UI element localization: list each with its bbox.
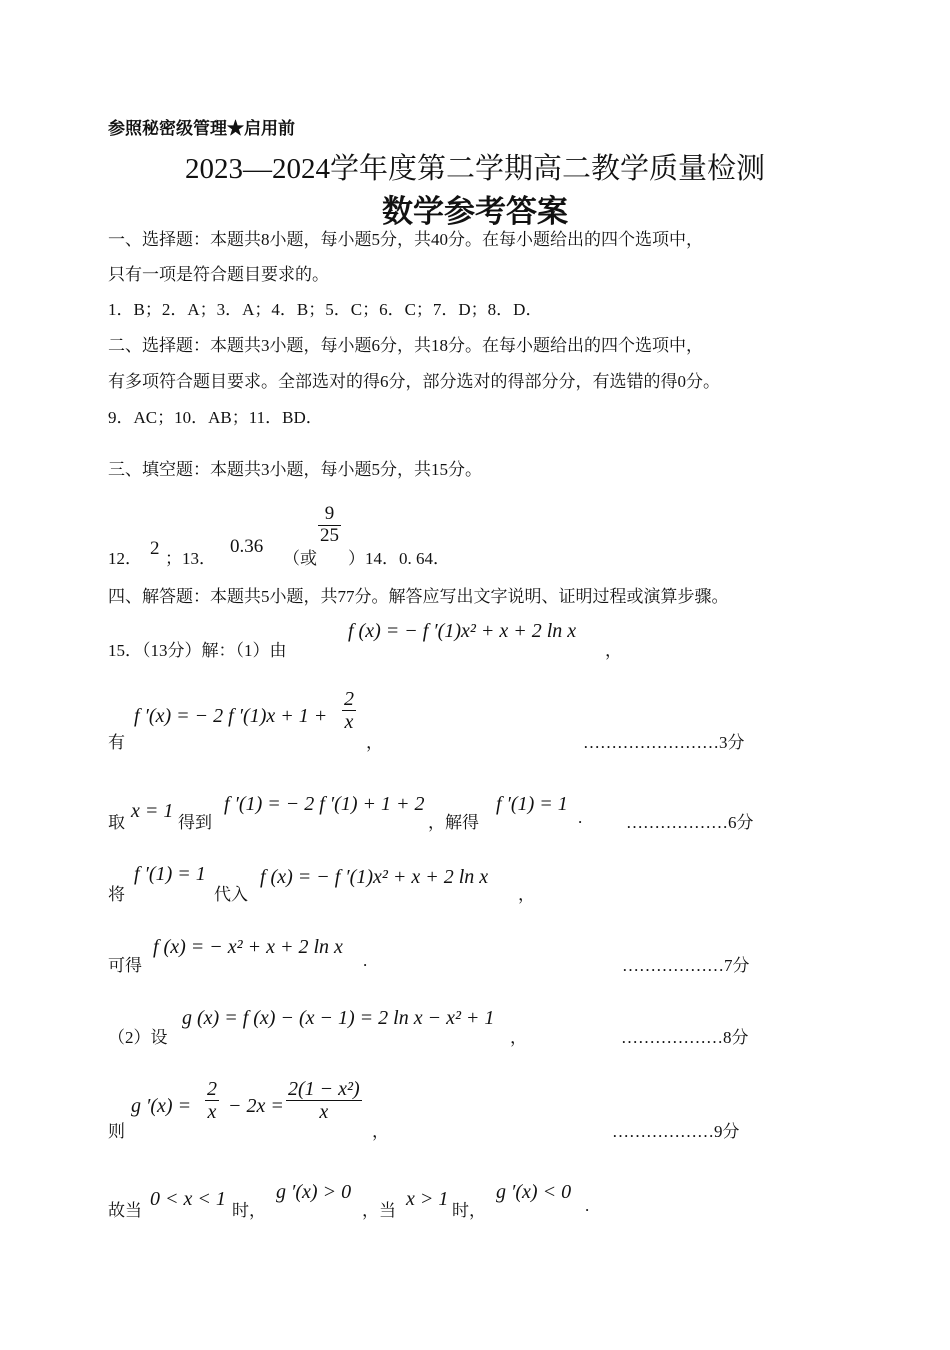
- equation-f-prime-fraction: [342, 688, 356, 733]
- q13-or: （或: [283, 549, 317, 568]
- equation-f-result: f (x) = − x² + x + 2 ln x: [153, 936, 343, 958]
- punctuation-comma: ，: [605, 641, 622, 660]
- equation-interval-1: 0 < x < 1: [150, 1188, 226, 1210]
- punctuation-period: .: [578, 808, 583, 827]
- exam-title: 2023—2024学年度第二学期高二教学质量检测: [184, 153, 765, 185]
- fraction-numerator: 2(1 − x²): [288, 1078, 360, 1100]
- q13-answer: 0.36: [230, 536, 264, 557]
- take-label: 取: [108, 813, 125, 832]
- fraction-numerator: 2: [344, 688, 354, 710]
- section2-line1: 二、选择题：本题共3小题，每小题6分，共18分。在每小题给出的四个选项中，: [108, 336, 703, 355]
- equation-f-prime: f ′(x) = − 2 f ′(1)x + 1 +: [134, 705, 328, 727]
- part2-label: （2）设: [108, 1028, 168, 1047]
- section1-line2: 只有一项是符合题目要求的。: [108, 265, 329, 284]
- when2-label: ，当: [362, 1201, 396, 1220]
- equation-g-prime-positive: g ′(x) > 0: [276, 1181, 352, 1203]
- section1-answers: 1．B；2．A；3．A；4．B；5．C；6．C；7．D；8．D．: [108, 300, 543, 319]
- score-9: ………………9分: [612, 1122, 740, 1141]
- equation-g-definition: g (x) = f (x) − (x − 1) = 2 ln x − x² + 1: [182, 1007, 495, 1029]
- equation-f-prime-1-value: f ′(1) = 1: [134, 863, 206, 885]
- q13-label: ；13．: [165, 549, 216, 568]
- equation-f-definition-repeat: f (x) = − f ′(1)x² + x + 2 ln x: [260, 866, 489, 888]
- equation-interval-2: x > 1: [406, 1188, 449, 1210]
- equation-f-prime-1: f ′(1) = 1: [496, 793, 568, 815]
- fraction-denominator: x: [286, 1100, 362, 1123]
- equation-g-prime-fraction2: [286, 1078, 362, 1123]
- equation-g-prime-fraction1: [205, 1078, 219, 1123]
- equation-g-prime-negative: g ′(x) < 0: [496, 1181, 572, 1203]
- punctuation-comma: ，: [518, 885, 535, 904]
- punctuation-comma: ，: [372, 1122, 389, 1141]
- score-3: ……………………3分: [583, 733, 745, 752]
- solve-label: ，解得: [428, 813, 479, 832]
- fraction-denominator: x: [342, 710, 356, 733]
- get-label: 得到: [178, 813, 212, 832]
- q12-label: 12．: [108, 549, 142, 568]
- obtain-label: 可得: [108, 956, 142, 975]
- score-7: ………………7分: [622, 956, 750, 975]
- q15-intro: 15．（13分）解：（1）由: [108, 641, 287, 660]
- equation-x-equals-1: x = 1: [131, 800, 174, 822]
- score-8: ………………8分: [621, 1028, 749, 1047]
- into-label: 代入: [214, 885, 248, 904]
- q13-fraction-denominator: 25: [320, 524, 339, 546]
- equation-substitution: f ′(1) = − 2 f ′(1) + 1 + 2: [224, 793, 425, 815]
- section2-line2: 有多项符合题目要求。全部选对的得6分，部分选对的得部分分，有选错的得0分。: [108, 372, 720, 391]
- when-label: 时，: [232, 1201, 266, 1220]
- punctuation-comma: ，: [366, 733, 383, 752]
- punctuation-period: .: [585, 1196, 590, 1215]
- have-label: 有: [108, 733, 125, 752]
- q14-answer: ）14．0. 64．: [348, 549, 450, 568]
- section3-line1: 三、填空题：本题共3小题，每小题5分，共15分。: [108, 460, 482, 479]
- section2-answers: 9．AC；10．AB；11．BD．: [108, 408, 323, 427]
- when-label: 时，: [452, 1201, 486, 1220]
- q13-fraction-numerator: 9: [324, 503, 335, 524]
- score-6: ………………6分: [626, 813, 754, 832]
- equation-f-definition: f (x) = − f ′(1)x² + x + 2 ln x: [348, 620, 577, 642]
- q13-fraction: [318, 504, 341, 547]
- answer-key-title: 数学参考答案: [382, 194, 568, 229]
- q12-answer: 2: [150, 538, 160, 559]
- then-label: 则: [108, 1122, 125, 1141]
- substitute-label: 将: [108, 885, 125, 904]
- equation-g-prime-middle: − 2x =: [228, 1095, 284, 1117]
- equation-g-prime-left: g ′(x) =: [131, 1095, 192, 1117]
- section4-line1: 四、解答题：本题共5小题，共77分。解答应写出文字说明、证明过程或演算步骤。: [108, 587, 729, 606]
- classification-label: 参照秘密级管理★启用前: [108, 119, 295, 138]
- punctuation-period: .: [363, 951, 368, 970]
- fraction-denominator: x: [205, 1100, 219, 1123]
- punctuation-comma: ，: [510, 1028, 527, 1047]
- section1-line1: 一、选择题：本题共8小题，每小题5分，共40分。在每小题给出的四个选项中，: [108, 230, 703, 249]
- thus-label: 故当: [108, 1201, 142, 1220]
- fraction-numerator: 2: [207, 1078, 217, 1100]
